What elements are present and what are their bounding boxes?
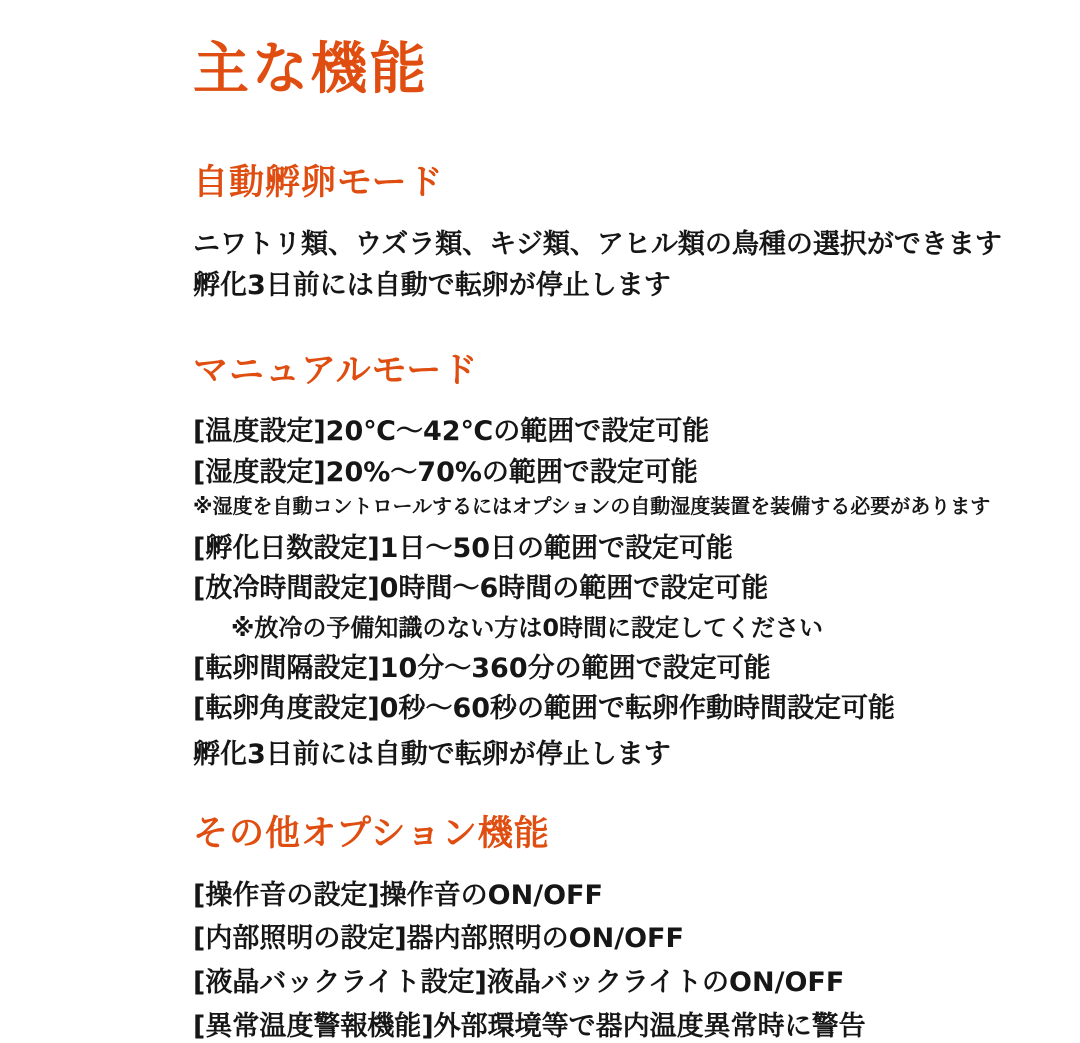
section-auto-incubation-mode	[193, 164, 1040, 301]
feature-line-humidity-setting: [湿度設定]20%～70%の範囲で設定可能	[193, 457, 698, 489]
feature-line-auto-turning-stop: 孵化3日前には自動で転卵が停止します	[193, 269, 671, 301]
section-heading-manual-mode: マニュアルモード	[193, 350, 479, 391]
feature-line-temperature-setting: [温度設定]20℃～42℃の範囲で設定可能	[193, 416, 710, 448]
note-humidity-option: ※湿度を自動コントロールするにはオプションの自動湿度装置を装備する必要があります	[193, 493, 991, 518]
feature-line-abnormal-temp-alert: [異常温度警報機能]外部環境等で器内温度異常時に警告	[193, 1011, 866, 1043]
page-title: 主な機能	[193, 37, 429, 102]
feature-line-interior-light: [内部照明の設定]器内部照明のON/OFF	[193, 923, 684, 955]
feature-line-operation-sound: [操作音の設定]操作音のON/OFF	[193, 879, 603, 911]
section-heading-other-options: その他オプション機能	[193, 814, 550, 855]
note-cooling-advice: ※放冷の予備知識のない方は0時間に設定してください	[231, 614, 824, 643]
section-body	[193, 416, 1040, 771]
feature-line-auto-turning-stop: 孵化3日前には自動で転卵が停止します	[193, 739, 671, 771]
feature-line-hatch-days-setting: [孵化日数設定]1日～50日の範囲で設定可能	[193, 532, 734, 564]
feature-line-lcd-backlight: [液晶バックライト設定]液晶バックライトのON/OFF	[193, 967, 845, 999]
section-heading-auto-incubation-mode: 自動孵卵モード	[193, 163, 444, 204]
feature-line-turning-interval-setting: [転卵間隔設定]10分～360分の範囲で設定可能	[193, 652, 771, 684]
section-body	[193, 229, 1040, 302]
feature-line-bird-type-selection: ニワトリ類、ウズラ類、キジ類、アヒル類の鳥種の選択ができます	[193, 228, 1002, 260]
section-body	[193, 880, 1040, 1043]
section-manual-mode	[193, 352, 1040, 771]
feature-line-turning-angle-setting: [転卵角度設定]0秒～60秒の範囲で転卵作動時間設定可能	[193, 693, 896, 725]
feature-line-cooling-time-setting: [放冷時間設定]0時間～6時間の範囲で設定可能	[193, 573, 769, 605]
section-other-options	[193, 815, 1040, 1043]
